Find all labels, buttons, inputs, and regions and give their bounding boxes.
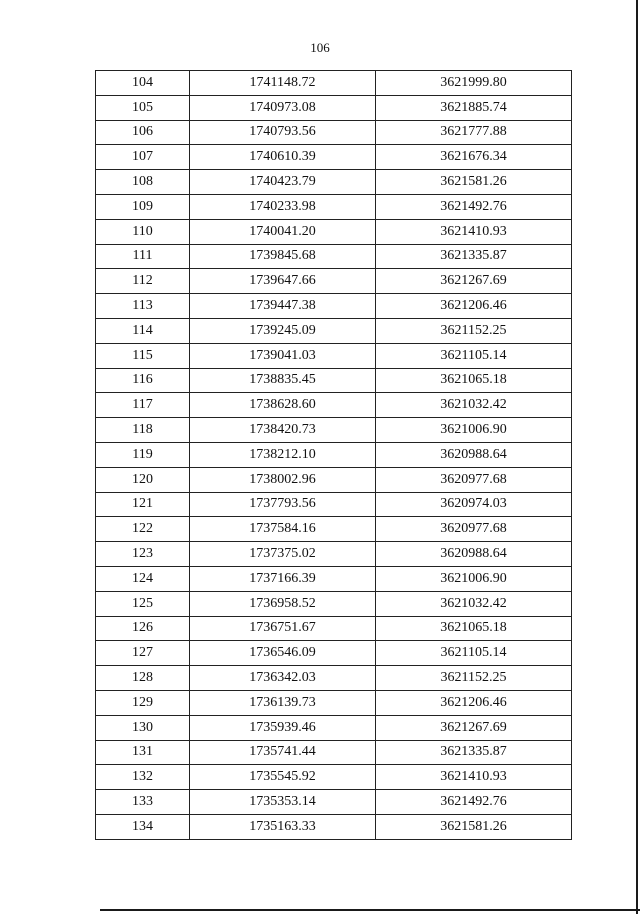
table-row — [96, 666, 572, 691]
point-number-cell: 118 — [96, 418, 190, 443]
y-coordinate-cell: 3621581.26 — [376, 814, 572, 839]
table-row — [96, 269, 572, 294]
point-number-cell: 121 — [96, 492, 190, 517]
y-coordinate-cell: 3621032.42 — [376, 591, 572, 616]
point-number-cell: 134 — [96, 814, 190, 839]
y-coordinate-cell: 3621105.14 — [376, 343, 572, 368]
table-row — [96, 616, 572, 641]
table-row — [96, 418, 572, 443]
x-coordinate-cell: 1735545.92 — [190, 765, 376, 790]
point-number-cell: 106 — [96, 120, 190, 145]
point-number-cell: 115 — [96, 343, 190, 368]
x-coordinate-cell: 1736958.52 — [190, 591, 376, 616]
x-coordinate-cell: 1736139.73 — [190, 690, 376, 715]
y-coordinate-cell: 3621065.18 — [376, 368, 572, 393]
x-coordinate-cell: 1740041.20 — [190, 219, 376, 244]
table-row — [96, 790, 572, 815]
point-number-cell: 111 — [96, 244, 190, 269]
table-row — [96, 690, 572, 715]
table-row — [96, 71, 572, 96]
table-row — [96, 591, 572, 616]
point-number-cell: 114 — [96, 318, 190, 343]
point-number-cell: 132 — [96, 765, 190, 790]
table-row — [96, 343, 572, 368]
x-coordinate-cell: 1738420.73 — [190, 418, 376, 443]
y-coordinate-cell: 3621885.74 — [376, 95, 572, 120]
y-coordinate-cell: 3621492.76 — [376, 194, 572, 219]
table-row — [96, 120, 572, 145]
point-number-cell: 124 — [96, 566, 190, 591]
y-coordinate-cell: 3621065.18 — [376, 616, 572, 641]
x-coordinate-cell: 1738212.10 — [190, 442, 376, 467]
point-number-cell: 133 — [96, 790, 190, 815]
table-row — [96, 145, 572, 170]
x-coordinate-cell: 1738628.60 — [190, 393, 376, 418]
point-number-cell: 123 — [96, 542, 190, 567]
y-coordinate-cell: 3620977.68 — [376, 467, 572, 492]
y-coordinate-cell: 3621581.26 — [376, 170, 572, 195]
y-coordinate-cell: 3621335.87 — [376, 244, 572, 269]
y-coordinate-cell: 3621410.93 — [376, 765, 572, 790]
point-number-cell: 126 — [96, 616, 190, 641]
y-coordinate-cell: 3621206.46 — [376, 294, 572, 319]
page-edge-bottom — [100, 909, 640, 911]
x-coordinate-cell: 1736342.03 — [190, 666, 376, 691]
point-number-cell: 104 — [96, 71, 190, 96]
y-coordinate-cell: 3621267.69 — [376, 715, 572, 740]
point-number-cell: 119 — [96, 442, 190, 467]
x-coordinate-cell: 1739447.38 — [190, 294, 376, 319]
x-coordinate-cell: 1735353.14 — [190, 790, 376, 815]
y-coordinate-cell: 3621335.87 — [376, 740, 572, 765]
x-coordinate-cell: 1739041.03 — [190, 343, 376, 368]
table-row — [96, 765, 572, 790]
table-row — [96, 566, 572, 591]
y-coordinate-cell: 3621032.42 — [376, 393, 572, 418]
x-coordinate-cell: 1740423.79 — [190, 170, 376, 195]
point-number-cell: 108 — [96, 170, 190, 195]
x-coordinate-cell: 1739845.68 — [190, 244, 376, 269]
x-coordinate-cell: 1735163.33 — [190, 814, 376, 839]
point-number-cell: 128 — [96, 666, 190, 691]
table-row — [96, 194, 572, 219]
x-coordinate-cell: 1736751.67 — [190, 616, 376, 641]
page-number: 106 — [310, 40, 330, 55]
x-coordinate-cell: 1740973.08 — [190, 95, 376, 120]
x-coordinate-cell: 1740793.56 — [190, 120, 376, 145]
x-coordinate-cell: 1740610.39 — [190, 145, 376, 170]
point-number-cell: 112 — [96, 269, 190, 294]
point-number-cell: 131 — [96, 740, 190, 765]
x-coordinate-cell: 1737375.02 — [190, 542, 376, 567]
x-coordinate-cell: 1737793.56 — [190, 492, 376, 517]
table-row — [96, 294, 572, 319]
x-coordinate-cell: 1739647.66 — [190, 269, 376, 294]
x-coordinate-cell: 1735939.46 — [190, 715, 376, 740]
table-row — [96, 641, 572, 666]
y-coordinate-cell: 3621006.90 — [376, 566, 572, 591]
point-number-cell: 127 — [96, 641, 190, 666]
x-coordinate-cell: 1740233.98 — [190, 194, 376, 219]
point-number-cell: 129 — [96, 690, 190, 715]
point-number-cell: 117 — [96, 393, 190, 418]
table-row — [96, 517, 572, 542]
y-coordinate-cell: 3620988.64 — [376, 442, 572, 467]
table-row — [96, 244, 572, 269]
table-row — [96, 542, 572, 567]
table-row — [96, 368, 572, 393]
point-number-cell: 109 — [96, 194, 190, 219]
table-body — [96, 71, 572, 840]
y-coordinate-cell: 3620988.64 — [376, 542, 572, 567]
y-coordinate-cell: 3621152.25 — [376, 666, 572, 691]
table-row — [96, 393, 572, 418]
table-row — [96, 170, 572, 195]
x-coordinate-cell: 1741148.72 — [190, 71, 376, 96]
y-coordinate-cell: 3621777.88 — [376, 120, 572, 145]
table-row — [96, 95, 572, 120]
y-coordinate-cell: 3621206.46 — [376, 690, 572, 715]
point-number-cell: 120 — [96, 467, 190, 492]
point-number-cell: 110 — [96, 219, 190, 244]
point-number-cell: 122 — [96, 517, 190, 542]
y-coordinate-cell: 3621006.90 — [376, 418, 572, 443]
page-edge-right — [636, 0, 638, 914]
table-row — [96, 219, 572, 244]
point-number-cell: 107 — [96, 145, 190, 170]
point-number-cell: 105 — [96, 95, 190, 120]
table-row — [96, 318, 572, 343]
table-row — [96, 442, 572, 467]
y-coordinate-cell: 3621492.76 — [376, 790, 572, 815]
x-coordinate-cell: 1735741.44 — [190, 740, 376, 765]
table-row — [96, 492, 572, 517]
y-coordinate-cell: 3621152.25 — [376, 318, 572, 343]
x-coordinate-cell: 1739245.09 — [190, 318, 376, 343]
y-coordinate-cell: 3621267.69 — [376, 269, 572, 294]
x-coordinate-cell: 1737166.39 — [190, 566, 376, 591]
table-row — [96, 814, 572, 839]
point-number-cell: 130 — [96, 715, 190, 740]
y-coordinate-cell: 3620974.03 — [376, 492, 572, 517]
y-coordinate-cell: 3621410.93 — [376, 219, 572, 244]
point-number-cell: 125 — [96, 591, 190, 616]
x-coordinate-cell: 1737584.16 — [190, 517, 376, 542]
point-number-cell: 113 — [96, 294, 190, 319]
point-number-cell: 116 — [96, 368, 190, 393]
x-coordinate-cell: 1738835.45 — [190, 368, 376, 393]
coordinates-table — [95, 70, 572, 840]
x-coordinate-cell: 1738002.96 — [190, 467, 376, 492]
table-row — [96, 740, 572, 765]
y-coordinate-cell: 3621105.14 — [376, 641, 572, 666]
x-coordinate-cell: 1736546.09 — [190, 641, 376, 666]
y-coordinate-cell: 3621676.34 — [376, 145, 572, 170]
table-row — [96, 467, 572, 492]
y-coordinate-cell: 3620977.68 — [376, 517, 572, 542]
table-row — [96, 715, 572, 740]
y-coordinate-cell: 3621999.80 — [376, 71, 572, 96]
